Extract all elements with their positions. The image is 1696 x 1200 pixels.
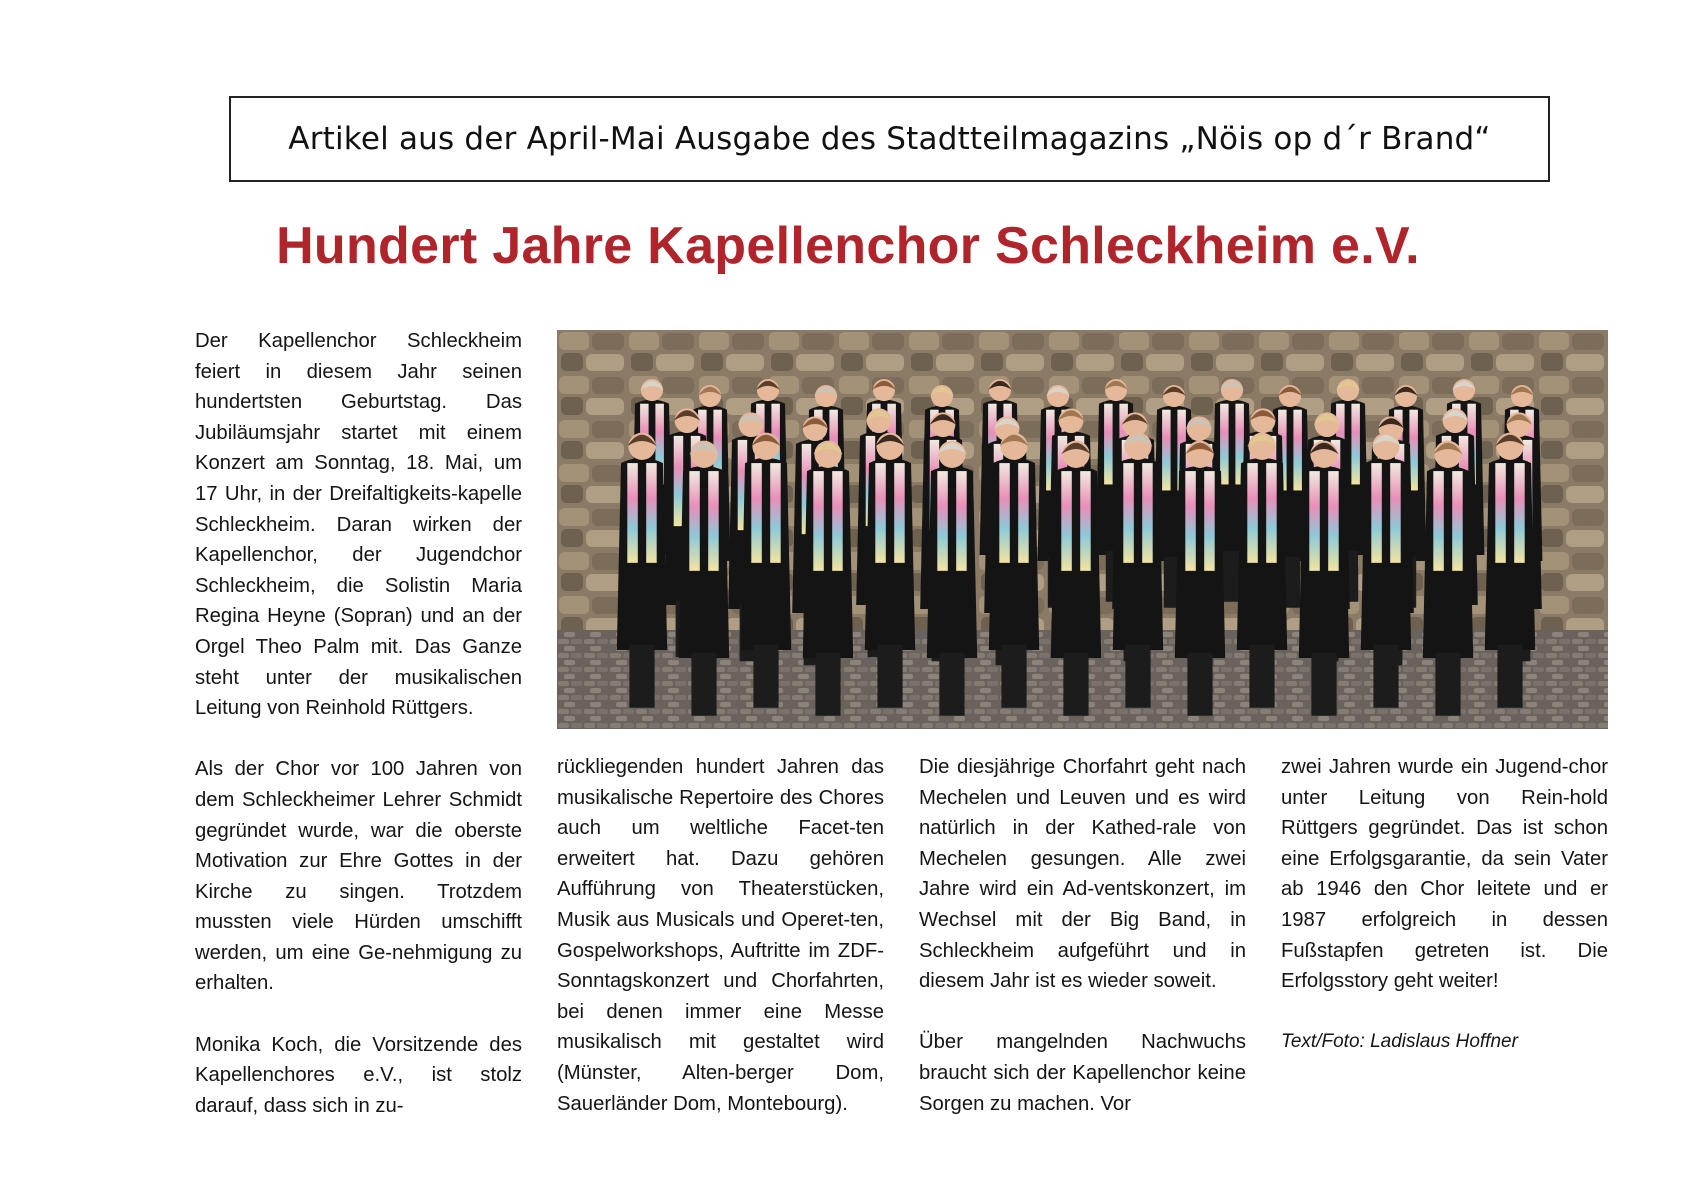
source-note: Artikel aus der April-Mai Ausgabe des Stadtteilmagazins „Nöis op d´r Brand“: [288, 121, 1491, 157]
article-column-1: [195, 326, 522, 1121]
article-column-4: [1281, 752, 1608, 1058]
article-paragraph: Über mangelnden Nachwuchs braucht sich der Kapellenchor keine Sorgen zu machen. Vor: [919, 1031, 1246, 1115]
article-paragraph: Monika Koch, die Vorsitzende des Kapellenchores e.V., ist stolz darauf, dass sich in zu-: [195, 1033, 522, 1117]
article-paragraph: Die diesjährige Chorfahrt geht nach Mechelen und Leuven und es wird natürlich in der Kathed-rale von Mechelen gesungen. Alle zwei Jahre wird ein Ad-ventskonzert, im Wechsel mit der Big Band, in Schleckheim aufgeführt und in diesem Jahr ist es wieder soweit.: [919, 756, 1246, 993]
photo-credit: Text/Foto: Ladislaus Hoffner: [1281, 1031, 1518, 1053]
choir-group-photo: [557, 330, 1608, 729]
article-paragraph: zwei Jahren wurde ein Jugend-chor unter Leitung von Rein-hold Rüttgers gegründet. Das ist schon eine Erfolgsgarantie, da sein Vater ab 1946 den Chor leitete und er 1987 erfolgreich in dessen Fußstapfen getreten ist. Die Erfolgsstory geht weiter!: [1281, 756, 1608, 993]
article-paragraph: Als der Chor vor 100 Jahren von dem Schleckheimer Lehrer Schmidt gegründet wurde, war die oberste Motivation zur Ehre Gottes in der Kirche zu singen. Trotzdem mussten viele Hürden umschifft werden, um eine Ge-nehmigung zu erhalten.: [195, 758, 522, 995]
article-column-3: [919, 752, 1246, 1119]
article-headline: Hundert Jahre Kapellenchor Schleckheim e.V.: [276, 217, 1420, 275]
article-column-2: [557, 752, 884, 1119]
choir-group-photo-icon: [557, 330, 1608, 729]
article-paragraph: Der Kapellenchor Schleckheim feiert in diesem Jahr seinen hundertsten Geburtstag. Das Jubiläumsjahr startet mit einem Konzert am Sonntag, 18. Mai, um 17 Uhr, in der Dreifaltigkeits-kapelle Schleckheim. Daran wirken der Kapellenchor, der Jugendchor Schleckheim, die Solistin Maria Regina Heyne (Sopran) und an der Orgel Theo Palm mit. Das Ganze steht unter der musikalischen Leitung von Reinhold Rüttgers.: [195, 330, 522, 720]
source-note-box: [229, 96, 1550, 182]
article-paragraph: rückliegenden hundert Jahren das musikalische Repertoire des Chores auch um weltliche Facet-ten erweitert hat. Dazu gehören Aufführung von Theaterstücken, Musik aus Musicals und Operet-ten, Gospelworkshops, Auftritte im ZDF-Sonntagskonzert und Chorfahrten, bei denen immer eine Messe musikalisch mit gestaltet wird (Münster, Alten-berger Dom, Sauerländer Dom, Montebourg).: [557, 756, 884, 1115]
